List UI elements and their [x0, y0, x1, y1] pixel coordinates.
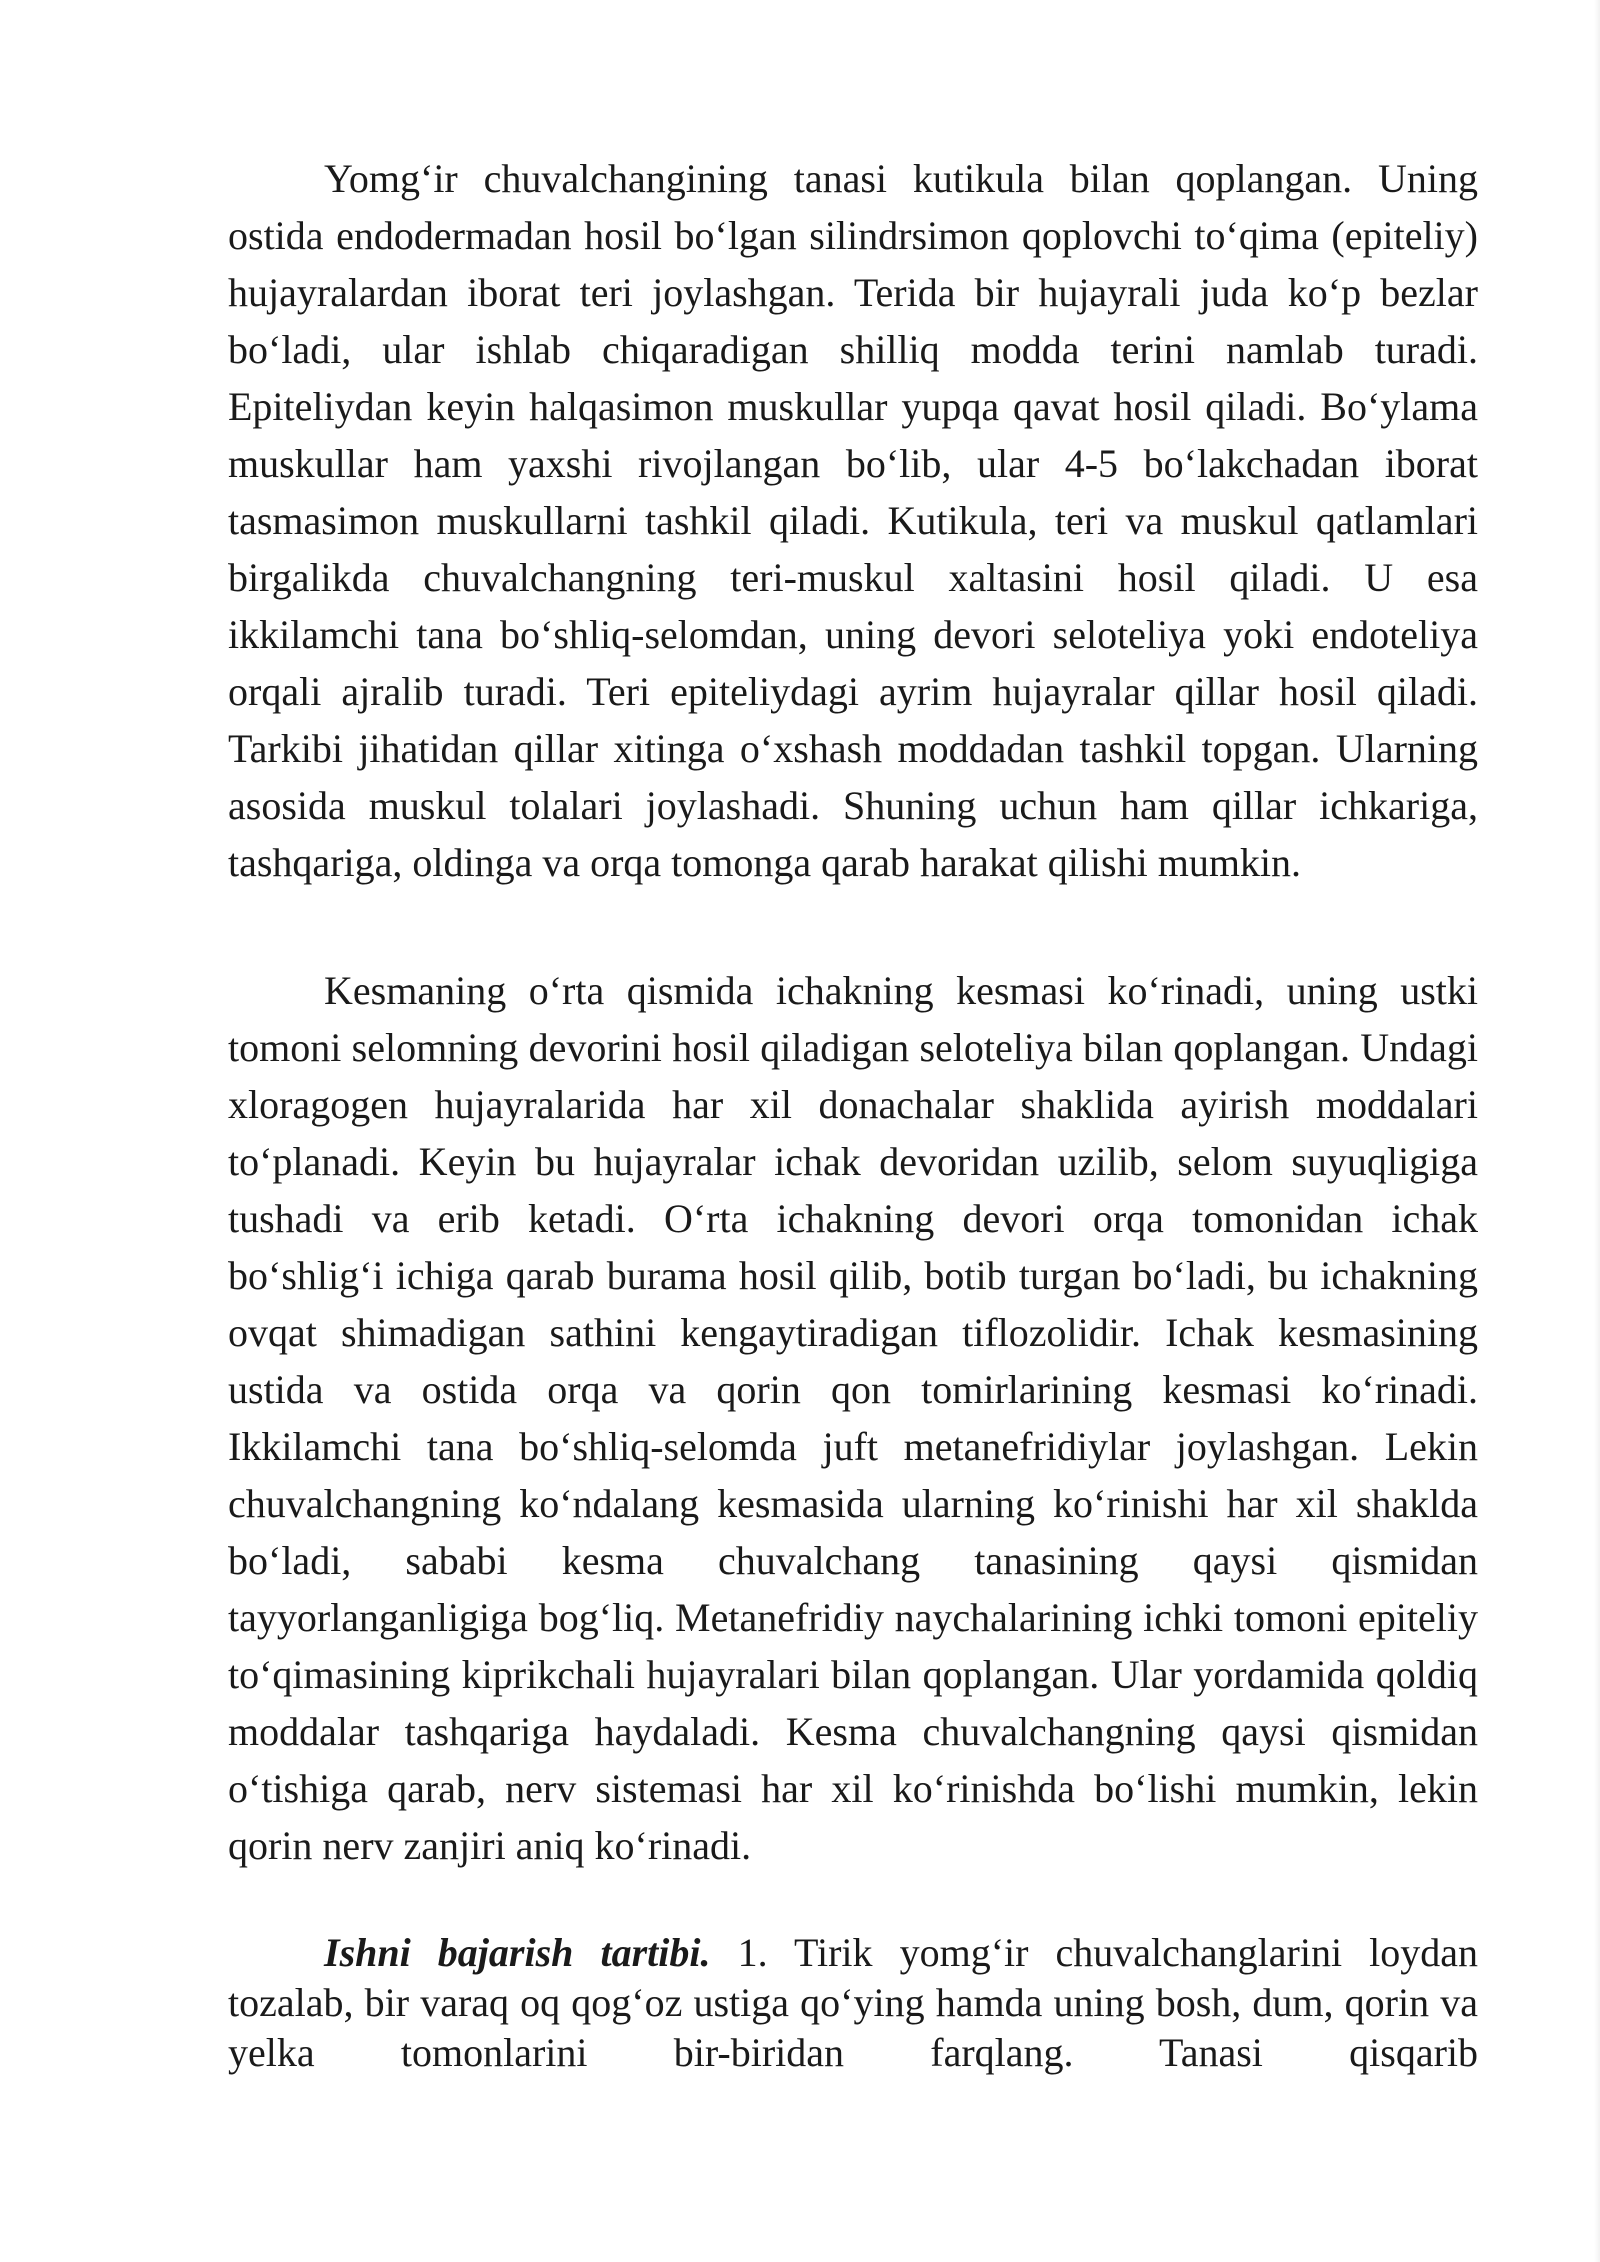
paragraph-2: Kesmaning o‘rta qismida ichakning kesmasi ko‘rinadi, uning ustki tomoni selomning devorini hosil qiladigan seloteliya bilan qoplangan. Undagi xloragogen hujayralarida har xil donachalar shaklida ayirish moddalari to‘planadi. Keyin bu hujayralar ichak devoridan uzilib, selom suyuqligiga tushadi va erib ketadi. O‘rta ichakning devori orqa tomonidan ichak bo‘shlig‘i ichiga qarab burama hosil qilib, botib turgan bo‘ladi, bu ichakning ovqat shimadigan sathini kengaytiradigan tiflozolidir. Ichak kesmasining ustida va ostida orqa va qorin qon tomirlarining kesmasi ko‘rinadi. Ikkilamchi tana bo‘shliq-selomda juft metanefridiylar joylashgan. Lekin chuvalchangning ko‘ndalang kesmasida ularning ko‘rinishi har xil shaklda bo‘ladi, sababi kesma chuvalchang tanasining qaysi qismidan tayyorlanganligiga bog‘liq. Metanefridiy naychalarining ichki tomoni epiteliy to‘qimasining kiprikchali hujayralari bilan qoplangan. Ular yordamida qoldiq moddalar tashqariga haydaladi. Kesma chuvalchangning qaysi qismidan o‘tishiga qarab, nerv sistemasi har xil ko‘rinishda bo‘lishi mumkin, lekin qorin nerv zanjiri aniq ko‘rinadi. [228, 968, 1478, 1868]
paragraph-block-2 [228, 962, 1478, 1874]
page-edge-shadow [1594, 0, 1600, 2262]
procedure-paragraph [228, 1928, 1478, 2078]
procedure-text: 1. Tirik yomg‘ir chuvalchanglarini loydan tozalab, bir varaq oq qog‘oz ustiga qo‘ying hamda uning bosh, dum, qorin va yelka tomonlarini bir-biridan farqlang. Tanasi qisqarib [228, 1930, 1478, 2075]
procedure-block [228, 1928, 1478, 2078]
paragraph-block-1 [228, 150, 1478, 891]
procedure-heading: Ishni bajarish tartibi. [324, 1930, 711, 1975]
paragraph-1: Yomg‘ir chuvalchangining tanasi kutikula bilan qoplangan. Uning ostida endodermadan hosil bo‘lgan silindrsimon qoplovchi to‘qima (epiteliy) hujayralardan iborat teri joylashgan. Terida bir hujayrali juda ko‘p bezlar bo‘ladi, ular ishlab chiqaradigan shilliq modda terini namlab turadi. Epiteliydan keyin halqasimon muskullar yupqa qavat hosil qiladi. Bo‘ylama muskullar ham yaxshi rivojlangan bo‘lib, ular 4-5 bo‘lakchadan iborat tasmasimon muskullarni tashkil qiladi. Kutikula, teri va muskul qatlamlari birgalikda chuvalchangning teri-muskul xaltasini hosil qiladi. U esa ikkilamchi tana bo‘shliq-selomdan, uning devori seloteliya yoki endoteliya orqali ajralib turadi. Teri epiteliydagi ayrim hujayralar qillar hosil qiladi. Tarkibi jihatidan qillar xitinga o‘xshash moddadan tashkil topgan. Ularning asosida muskul tolalari joylashadi. Shuning uchun ham qillar ichkariga, tashqariga, oldinga va orqa tomonga qarab harakat qilishi mumkin. [228, 156, 1478, 885]
